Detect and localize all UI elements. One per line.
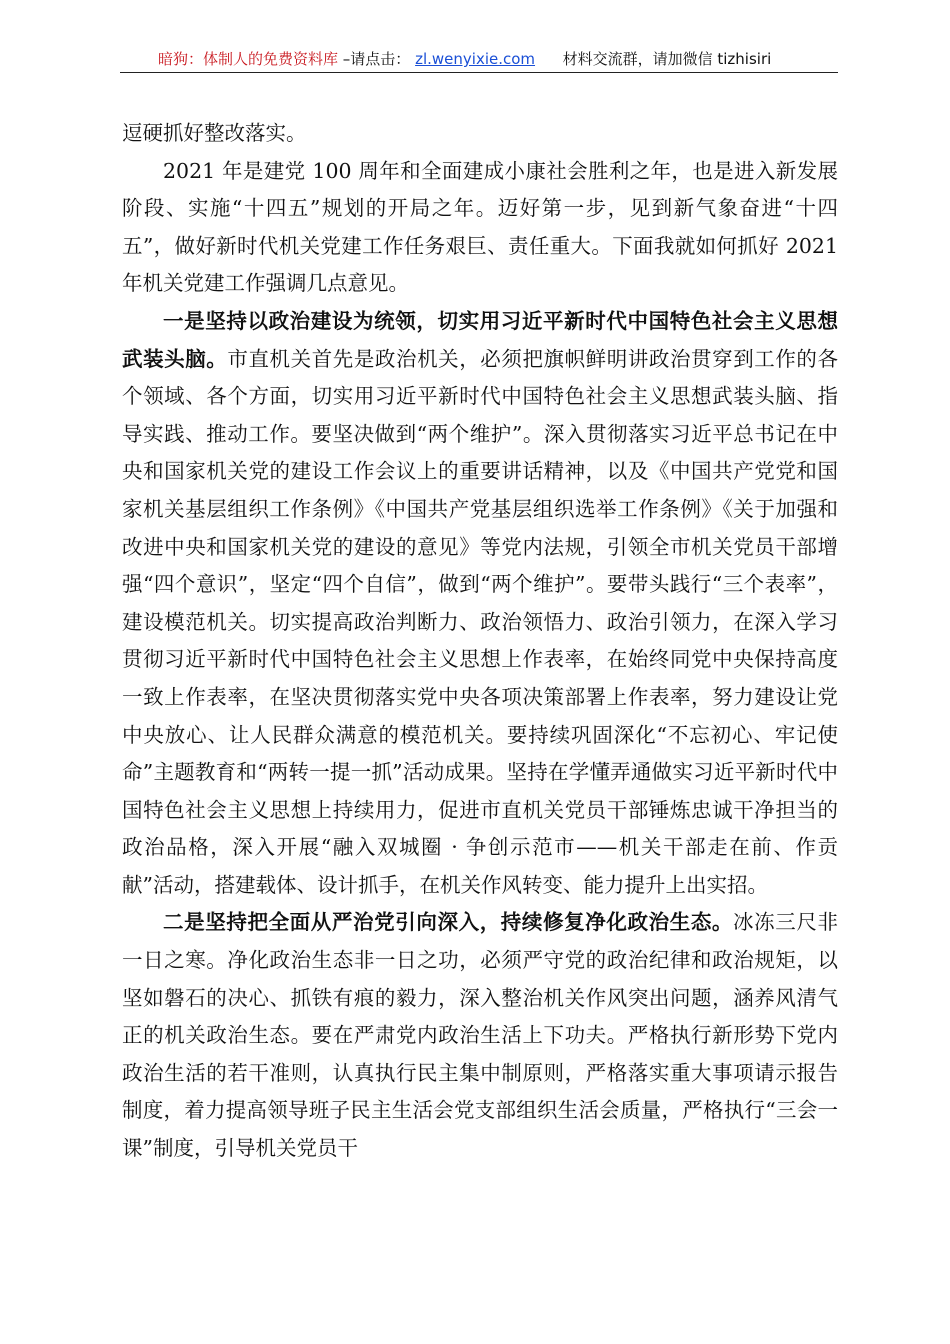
header-contact: 材料交流群，请加微信 tizhisiri [562,50,772,68]
header-brand: 暗狗：体制人的免费资料库 [158,50,339,68]
point-one-text: 市直机关首先是政治机关，必须把旗帜鲜明讲政治贯穿到工作的各个领域、各个方面，切实用习近平新时代中国特色社会主义思想武装头脑、指导实践、推动工作。要坚决做到“两个维护”。深入贯彻落实习近平总书记在中央和国家机关党的建设工作会议上的重要讲话精神，以及《中国共产党党和国家机关基层组织工作条例》《中国共产党基层组织选举工作条例》《关于加强和改进中央和国家机关党的建设的意见》等党内法规，引领全市机关党员干部增强“四个意识”，坚定“四个自信”，做到“两个维护”。要带头践行“三个表率”，建设模范机关。切实提高政治判断力、政治领悟力、政治引领力，在深入学习贯彻习近平新时代中国特色社会主义思想上作表率，在始终同党中央保持高度一致上作表率，在坚决贯彻落实党中央各项决策部署上作表率，努力建设让党中央放心、让人民群众满意的模范机关。要持续巩固深化“不忘初心、牢记使命”主题教育和“两转一提一抓”活动成果。坚持在学懂弄通做实习近平新时代中国特色社会主义思想上持续用力，促进市直机关党员干部锤炼忠诚干净担当的政治品格，深入开展“融入双城圈 · 争创示范市——机关干部走在前、作贡献”活动，搭建载体、设计抓手，在机关作风转变、能力提升上出实招。 [122,346,839,897]
point-two-text: 冰冻三尺非一日之寒。净化政治生态非一日之功，必须严守党的政治纪律和政治规矩，以坚如磐石的决心、抓铁有痕的毅力，深入整治机关作风突出问题，涵养风清气正的机关政治生态。要在严肃党内政治生活上下功夫。严格执行新形势下党内政治生活的若干准则，认真执行民主集中制原则，严格落实重大事项请示报告制度，着力提高领导班子民主生活会党支部组织生活会质量，严格执行“三会一课”制度，引导机关党员干 [122,910,838,1161]
paragraph-continuation: 逗硬抓好整改落实。 [122,121,307,145]
header-click-prompt: –请点击： [342,50,411,68]
header-url-link[interactable]: zl.wenyixie.com [415,50,536,68]
point-two-heading: 二是坚持把全面从严治党引向深入，持续修复净化政治生态。 [163,910,734,935]
paragraph-point-one [122,303,838,905]
document-body [122,115,838,1168]
paragraph-point-two [122,904,838,1167]
paragraph-intro: 2021 年是建党 100 周年和全面建成小康社会胜利之年，也是进入新发展阶段、实施“十四五”规划的开局之年。迈好第一步，见到新气象奋进“十四五”，做好新时代机关党建工作任务艰巨、责任重大。下面我就如何抓好 2021 年机关党建工作强调几点意见。 [122,158,838,296]
page-header [120,46,838,74]
header-divider [120,72,838,73]
point-one-heading: 一是坚持以政治建设为统领，切实用习近平新时代中国特色社会主义思想武装头脑。 [122,308,838,371]
